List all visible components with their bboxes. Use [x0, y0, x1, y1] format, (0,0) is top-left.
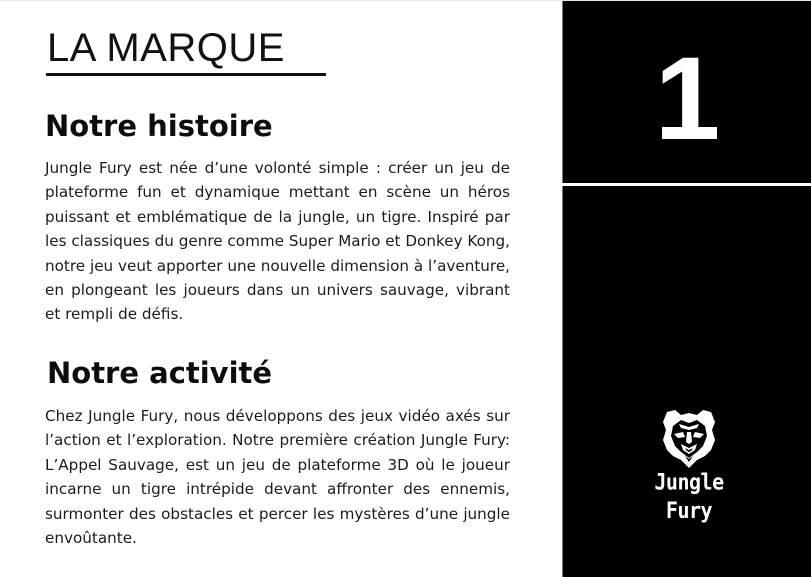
section-heading-activite: Notre activité: [47, 356, 273, 390]
logo-block: [562, 186, 811, 577]
page-number-block: [562, 1, 811, 183]
tiger-head-icon: [661, 410, 717, 470]
page-number: 1: [654, 33, 721, 165]
brand-logo: [629, 410, 749, 524]
section-body-histoire: Jungle Fury est née d’une volonté simple : créer un jeu de plateforme fun et dynamique mettant en scène un héros puissant et emblématique de la jungle, un tigre. Inspiré par les classiques du genre comme Super Mario et Donkey Kong, notre jeu veut apporter une nouvelle dimension à l’aventure, en plongeant les joueurs dans un univers sauvage, vibrant et rempli de défis.: [45, 159, 510, 324]
side-panel: [562, 1, 811, 577]
page-title: LA MARQUE: [47, 26, 285, 70]
section-heading-histoire: Notre histoire: [45, 109, 273, 143]
content-page: [0, 1, 562, 577]
brand-name: Jungle Fury: [654, 468, 724, 524]
title-underline: [46, 73, 326, 76]
section-body-activite: Chez Jungle Fury, nous développons des jeux vidéo axés sur l’action et l’exploration. Notre première création Jungle Fury: L’Appel Sauvage, est un jeu de plateforme 3D où le joueur incarne un tigre intrépide devant affronter des ennemis, surmonter des obstacles et percer les mystères d’une jungle envoûtante.: [45, 407, 510, 548]
